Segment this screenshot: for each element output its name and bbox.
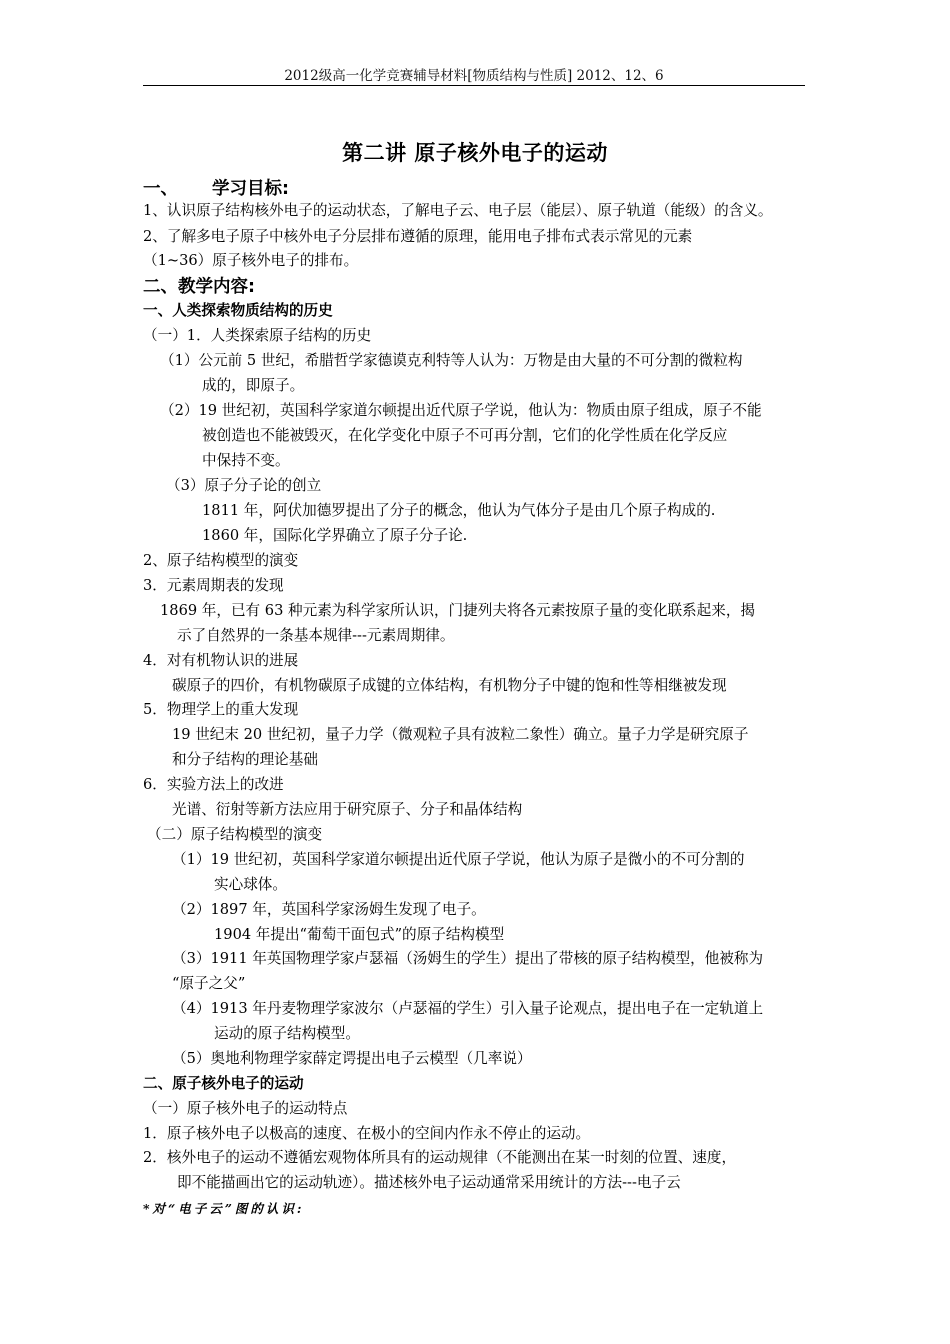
history-3-b: 1860 年，国际化学界确立了原子分子论. [202, 527, 468, 544]
objectives-heading: 学习目标: [212, 179, 289, 199]
history-2-line2: 被创造也不能被毁灭，在化学变化中原子不可再分割，它们的化学性质在化学反应 [202, 427, 728, 444]
model-3-line1: （3）1911 年英国物理学家卢瑟福（汤姆生的学生）提出了带核的原子结构模型，他被称为 [172, 950, 764, 967]
history-3: （3）原子分子论的创立 [166, 477, 322, 494]
item-3-line1: 1869 年，已有 63 种元素为科学家所认识，门捷列夫将各元素按原子量的变化联系起来，揭 [160, 602, 756, 619]
section1-sub1: （一）1．人类探索原子结构的历史 [143, 327, 372, 344]
objective-2-line2: （1~36）原子核外电子的排布。 [143, 252, 359, 269]
feature-2-line1: 2．核外电子的运动不遵循宏观物体所具有的运动规律（不能测出在某一时刻的位置、速度， [143, 1149, 737, 1166]
history-3-a: 1811 年，阿伏加德罗提出了分子的概念，他认为气体分子是由几个原子构成的. [202, 502, 716, 519]
item-5: 5．物理学上的重大发现 [143, 701, 299, 718]
feature-1: 1．原子核外电子以极高的速度、在极小的空间内作永不停止的运动。 [143, 1125, 591, 1142]
history-1-line1: （1）公元前 5 世纪，希腊哲学家德谟克利特等人认为：万物是由大量的不可分割的微粒构 [160, 352, 743, 369]
model-4-line1: （4）1913 年丹麦物理学家波尔（卢瑟福的学生）引入量子论观点，提出电子在一定轨道上 [172, 1000, 764, 1017]
section2-sub1: （一）原子核外电子的运动特点 [143, 1100, 348, 1117]
history-2-line1: （2）19 世纪初，英国科学家道尔顿提出近代原子学说，他认为：物质由原子组成，原子不能 [160, 402, 762, 419]
feature-2-line2: 即不能描画出它的运动轨迹）。描述核外电子运动通常采用统计的方法---电子云 [177, 1174, 681, 1191]
section1-sub2: （二）原子结构模型的演变 [147, 826, 323, 843]
item-3-line2: 示了自然界的一条基本规律---元素周期律。 [177, 627, 455, 644]
item-6-line1: 光谱、衍射等新方法应用于研究原子、分子和晶体结构 [172, 801, 523, 818]
item-4-line1: 碳原子的四价，有机物碳原子成键的立体结构，有机物分子中键的饱和性等相继被发现 [172, 677, 727, 694]
model-4-line2: 运动的原子结构模型。 [214, 1025, 360, 1042]
item-6: 6．实验方法上的改进 [143, 776, 284, 793]
item-5-line2: 和分子结构的理论基础 [172, 751, 318, 768]
model-1-line2: 实心球体。 [214, 876, 287, 893]
electron-cloud-caption: *对“电子云”图的认识: [143, 1201, 305, 1216]
history-1-line2: 成的，即原子。 [202, 377, 305, 394]
model-3-line2: “原子之父” [172, 975, 246, 992]
lecture-title: 第二讲 原子核外电子的运动 [342, 141, 608, 165]
header-rule [143, 85, 805, 86]
model-2-line2: 1904 年提出“葡萄干面包式”的原子结构模型 [214, 926, 505, 943]
section1-heading: 一、人类探索物质结构的历史 [143, 302, 333, 319]
item-3: 3．元素周期表的发现 [143, 577, 284, 594]
page-header: 2012级高一化学竞赛辅导材料[物质结构与性质] 2012、12、6 [284, 68, 664, 84]
model-2-line1: （2）1897 年，英国科学家汤姆生发现了电子。 [172, 901, 486, 918]
objective-2-line1: 2、了解多电子原子中核外电子分层排布遵循的原理，能用电子排布式表示常见的元素 [143, 228, 693, 245]
content-heading: 二、教学内容: [143, 277, 255, 297]
item-4: 4．对有机物认识的进展 [143, 652, 299, 669]
model-1-line1: （1）19 世纪初，英国科学家道尔顿提出近代原子学说，他认为原子是微小的不可分割的 [172, 851, 745, 868]
section2-heading: 二、原子核外电子的运动 [143, 1075, 304, 1092]
item-5-line1: 19 世纪末 20 世纪初，量子力学（微观粒子具有波粒二象性）确立。量子力学是研究原子 [172, 726, 749, 743]
item-2: 2、原子结构模型的演变 [143, 552, 299, 569]
model-5: （5）奥地利物理学家薛定谔提出电子云模型（几率说） [172, 1050, 532, 1067]
objective-1: 1、认识原子结构核外电子的运动状态，了解电子云、电子层（能层）、原子轨道（能级）的含义。 [143, 202, 773, 219]
objectives-heading-num: 一、 [143, 179, 178, 199]
history-2-line3: 中保持不变。 [202, 452, 290, 469]
